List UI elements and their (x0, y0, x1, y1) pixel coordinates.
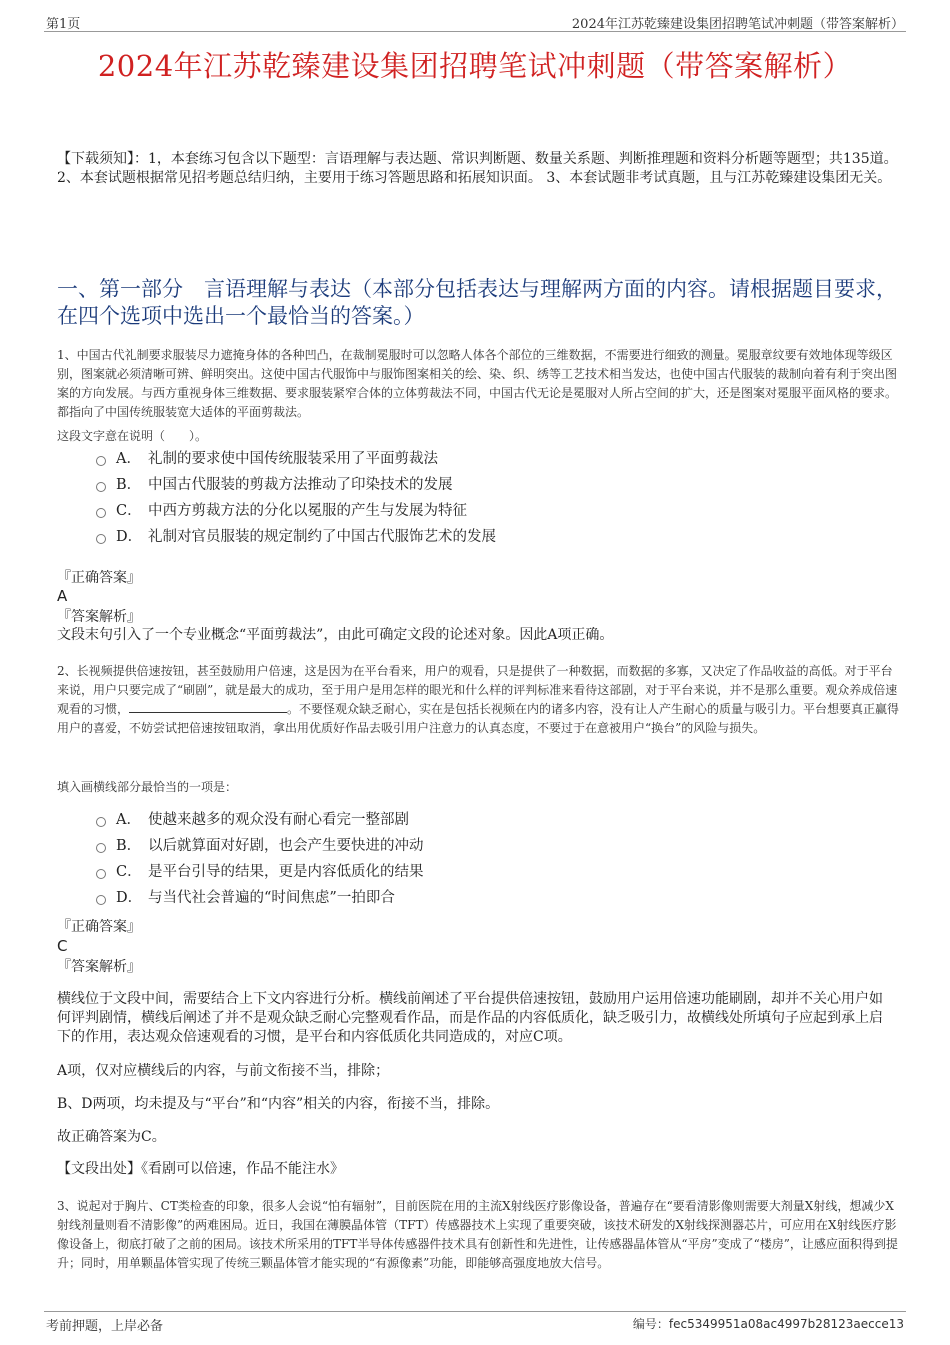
q2-answer: C (57, 937, 68, 955)
q2-option-c[interactable]: C． 是平台引导的结果，更是内容低质化的结果 (96, 862, 424, 882)
q2-analysis-bd: B、D两项，均未提及与“平台”和“内容”相关的内容，衔接不当，排除。 (57, 1096, 500, 1112)
q1-option-c[interactable]: C． 中西方剪裁方法的分化以冕服的产生与发展为特征 (96, 501, 467, 521)
radio-icon[interactable] (96, 869, 106, 879)
q2-source: 【文段出处】《看剧可以倍速，作品不能注水》 (57, 1161, 344, 1177)
question-1-prompt: 这段文字意在说明（ ）。 (57, 429, 208, 443)
radio-icon[interactable] (96, 534, 106, 544)
footer-doc-id: 编号：fec5349951a08ac4997b28123aecce13 (632, 1317, 904, 1331)
radio-icon[interactable] (96, 456, 106, 466)
q2-option-d[interactable]: D． 与当代社会普遍的“时间焦虑”一拍即合 (96, 888, 395, 908)
question-3-text: 3、说起对于胸片、CT类检查的印象，很多人会说“怕有辐射”，目前医院在用的主流X射线医疗影像设备，普遍存在“要看清影像则需要大剂量X射线，想减少X射线剂量则看不清影像”的两难困局。近日，我国在薄膜晶体管（TFT）传感器技术上实现了重要突破，该技术研发的X射线探测器芯片，可应用在X射线医疗影像设备上，彻底打破了之前的困局。该技术所采用的TFT半导体传感器件技术具有创新性和先进性，让传感器晶体管从“平房”变成了“楼房”，让感应面积得到提升；同时，用单颗晶体管实现了传统三颗晶体管才能实现的“有源像素”功能，即能够高强度地放大信号。 (57, 1199, 898, 1270)
q2-analysis-main: 横线位于文段中间，需要结合上下文内容进行分析。横线前阐述了平台提供倍速按钮，鼓励用户运用倍速功能刷剧，却并不关心用户如何评判剧情，横线后阐述了并不是观众缺乏耐心完整观看作品，而是作品的内容低质化，缺乏吸引力，故横线处所填句子应起到承上启下的作用，表达观众倍速观看的习惯，是平台和内容低质化共同造成的，对应C项。 (57, 991, 883, 1045)
page-number: 第1页 (46, 17, 81, 32)
header-divider (44, 31, 906, 32)
q1-option-a[interactable]: A． 礼制的要求使中国传统服装采用了平面剪裁法 (96, 449, 438, 469)
section-heading: 一、第一部分 言语理解与表达（本部分包括表达与理解两方面的内容。请根据题目要求，在四个选项中选出一个最恰当的答案。） (57, 277, 897, 328)
radio-icon[interactable] (96, 843, 106, 853)
fill-in-blank (129, 700, 287, 713)
radio-icon[interactable] (96, 508, 106, 518)
radio-icon[interactable] (96, 482, 106, 492)
header-doc-title: 2024年江苏乾臻建设集团招聘笔试冲刺题（带答案解析） (571, 17, 904, 32)
analysis-label: 『答案解析』 (57, 959, 141, 975)
radio-icon[interactable] (96, 895, 106, 905)
download-notice: 【下载须知】：1，本套练习包含以下题型：言语理解与表达题、常识判断题、数量关系题、判断推理题和资料分析题等题型；共135道。 2、本套试题根据常见招考题总结归纳，主要用于练习答题思路和拓展知识面。 3、本套试题非考试真题，且与江苏乾臻建设集团无关。 (57, 151, 898, 186)
radio-icon[interactable] (96, 817, 106, 827)
q1-option-d[interactable]: D． 礼制对官员服装的规定制约了中国古代服饰艺术的发展 (96, 527, 496, 547)
footer-slogan: 考前押题，上岸必备 (46, 1319, 164, 1334)
q2-option-a[interactable]: A． 使越来越多的观众没有耐心看完一整部剧 (96, 810, 409, 830)
q1-analysis: 文段末句引入了一个专业概念“平面剪裁法”，由此可确定文段的论述对象。因此A项正确。 (57, 627, 614, 643)
question-2-prompt: 填入画横线部分最恰当的一项是： (57, 780, 238, 794)
q2-analysis-a: A项，仅对应横线后的内容，与前文衔接不当，排除； (57, 1063, 390, 1079)
q2-analysis-conclusion: 故正确答案为C。 (57, 1129, 166, 1145)
footer-divider (44, 1311, 906, 1312)
correct-answer-label: 『正确答案』 (57, 919, 141, 935)
question-1-text: 1、中国古代礼制要求服装尽力遮掩身体的各种凹凸，在裁制冕服时可以忽略人体各个部位的三维数据，不需要进行细致的测量。冕服章纹要有效地体现等级区别，图案就必须清晰可辨、鲜明突出。这使中国古代服饰中与服饰图案相关的绘、染、织、绣等工艺技术相当发达，也使中国古代服装的裁制向着有利于突出图案的方向发展。与西方重视身体三维数据、要求服装紧窄合体的立体剪裁法不同，中国古代无论是冕服对人所占空间的扩大，还是图案对冕服平面风格的要求。都指向了中国传统服装宽大适体的平面剪裁法。 (57, 348, 898, 419)
analysis-label: 『答案解析』 (57, 609, 141, 625)
question-2-text: 2、长视频提供倍速按钮，甚至鼓励用户倍速，这是因为在平台看来，用户的观看，只是提供了一种数据，而数据的多寡，又决定了作品收益的高低。对于平台来说，用户只要完成了“刷剧”，就是最大的成功，至于用户是用怎样的眼光和什么样的评判标准来看待这部剧，对于平台来说，并不是那么重要。观众养成倍速观看的习惯， 。不要怪观众缺乏耐心，实在是包括长视频在内的诸多内容，没有让人产生耐心的质量与吸引力。平台想要真正赢得用户的喜爱，不妨尝试把倍速按钮取消，拿出用优质好作品去吸引用户注意力的认真态度，不要过于在意被用户“换台”的风险与损失。 (57, 664, 900, 735)
q1-option-b[interactable]: B． 中国古代服装的剪裁方法推动了印染技术的发展 (96, 475, 453, 495)
correct-answer-label: 『正确答案』 (57, 570, 141, 586)
page-title: 2024年江苏乾臻建设集团招聘笔试冲刺题（带答案解析） (97, 49, 853, 83)
q1-answer: A (57, 587, 68, 605)
q2-option-b[interactable]: B． 以后就算面对好剧，也会产生要快进的冲动 (96, 836, 424, 856)
